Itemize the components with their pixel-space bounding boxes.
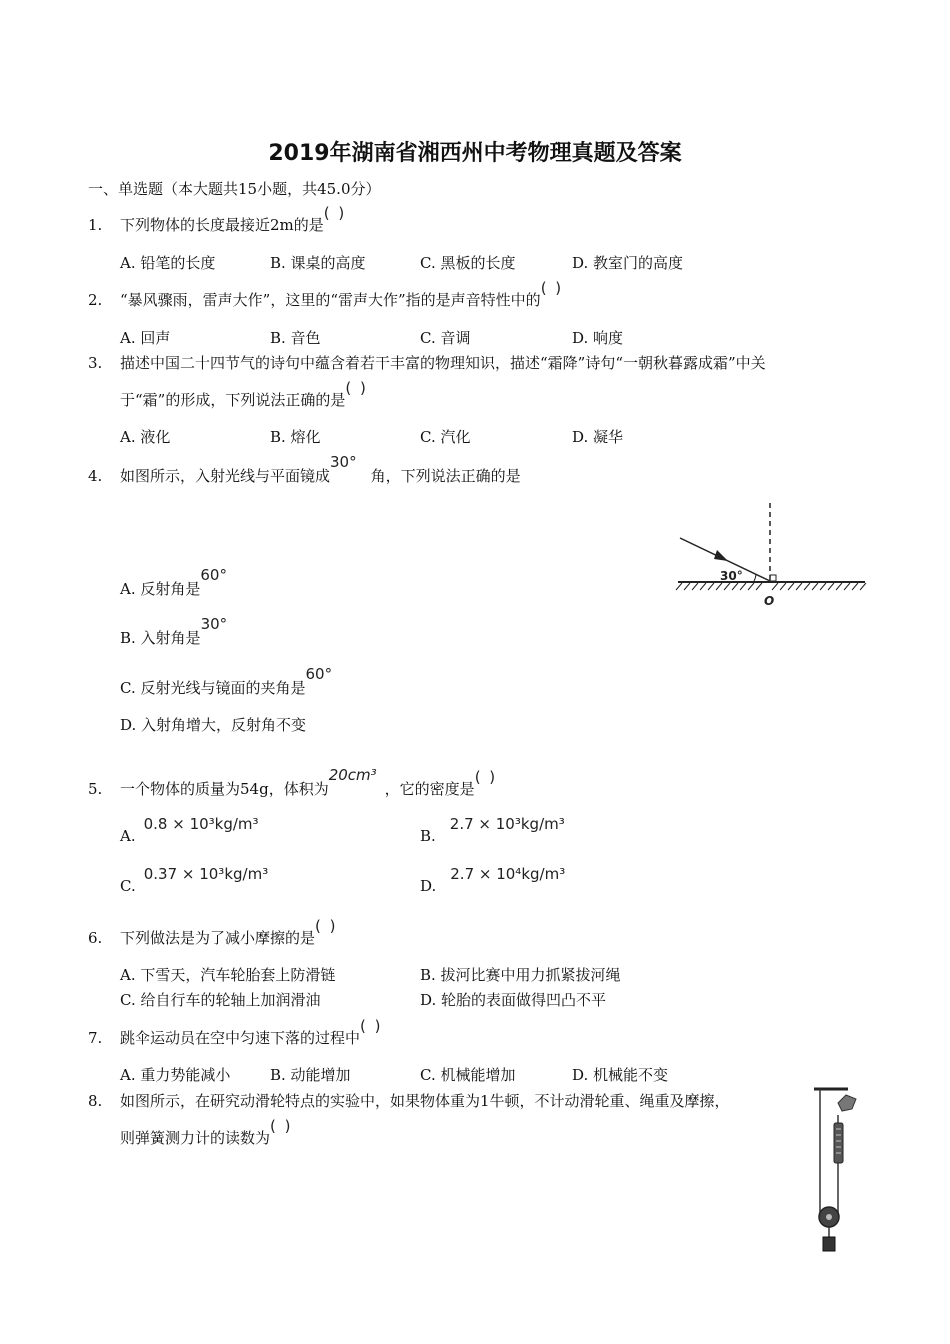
page-title: 2019年湖南省湘西州中考物理真题及答案 (268, 141, 682, 166)
q6-option-b: B. 拔河比赛中用力抓紧拔河绳 (420, 966, 621, 984)
angle-value: 30° (330, 453, 357, 471)
question-number: 8. (88, 1092, 103, 1110)
ray-arrow-icon (714, 550, 728, 561)
angle-arc (754, 574, 756, 581)
question-text-line2: 于“霜”的形成，下列说法正确的是 (120, 391, 346, 409)
q1-option-a: A. 铅笔的长度 (120, 254, 216, 272)
q6-option-c: C. 给自行车的轮轴上加润滑油 (120, 991, 321, 1009)
mirror-hatching (676, 583, 866, 590)
option-text: C. 反射光线与镜面的夹角是 (120, 679, 306, 697)
question-1 (88, 204, 347, 235)
q7-option-c: C. 机械能增加 (420, 1066, 516, 1084)
question-3-line2 (120, 379, 368, 410)
question-8-line2 (120, 1117, 293, 1148)
question-8 (88, 1090, 730, 1111)
q2-option-c: C. 音调 (420, 329, 471, 347)
option-formula: 0.8 × 10³kg/m³ (143, 815, 259, 833)
option-value: 60° (305, 665, 333, 683)
q3-option-c: C. 汽化 (420, 428, 471, 446)
mirror-reflection-figure (670, 495, 870, 610)
q7-option-b: B. 动能增加 (270, 1066, 351, 1084)
angle-label: 30° (720, 569, 743, 583)
option-text: A. 反射角是 (120, 580, 201, 598)
q5-option-c (120, 865, 269, 895)
answer-blank: ( ) (360, 1017, 383, 1035)
question-number: 1. (88, 216, 103, 234)
q2-option-b: B. 音色 (270, 329, 321, 347)
question-5 (88, 766, 498, 799)
question-text-line2: 则弹簧测力计的读数为 (120, 1129, 271, 1147)
answer-blank: ( ) (270, 1117, 293, 1135)
q1-option-d: D. 教室门的高度 (572, 254, 684, 272)
question-text-cont: 角，下列说法正确的是 (370, 467, 521, 485)
volume-value: 20cm³ (328, 766, 377, 784)
question-7 (88, 1017, 383, 1048)
point-o-label: O (764, 594, 775, 608)
question-text: 下列物体的长度最接近2m的是 (120, 216, 324, 234)
pulley-figure (812, 1085, 870, 1255)
question-number: 3. (88, 354, 103, 372)
option-text: D. 入射角增大，反射角不变 (120, 716, 307, 734)
option-letter: B. (420, 827, 436, 845)
option-letter: D. (420, 877, 437, 895)
q1-option-c: C. 黑板的长度 (420, 254, 516, 272)
question-number: 6. (88, 929, 103, 947)
q6-option-a: A. 下雪天，汽车轮胎套上防滑链 (120, 966, 336, 984)
option-formula: 2.7 × 10⁴kg/m³ (450, 865, 566, 883)
answer-blank: ( ) (474, 768, 498, 786)
answer-blank: ( ) (345, 379, 368, 397)
question-text: 如图所示，入射光线与平面镜成 (120, 467, 331, 485)
option-value: 30° (200, 615, 228, 633)
option-formula: 0.37 × 10³kg/m³ (143, 865, 269, 883)
question-text: 下列做法是为了减小摩擦的是 (120, 929, 316, 947)
question-text-cont: ，它的密度是 (384, 780, 475, 798)
question-text-line1: 如图所示，在研究动滑轮特点的实验中，如果物体重为1牛顿，不计动滑轮重、绳重及摩擦， (120, 1092, 730, 1110)
hand-icon (838, 1095, 856, 1111)
question-4 (88, 453, 521, 486)
q3-option-d: D. 凝华 (572, 428, 624, 446)
right-angle-mark (770, 575, 776, 581)
q5-option-b (420, 815, 565, 845)
q2-option-d: D. 响度 (572, 329, 624, 347)
question-number: 4. (88, 467, 103, 485)
q3-option-b: B. 熔化 (270, 428, 321, 446)
option-text: B. 入射角是 (120, 629, 201, 647)
question-number: 2. (88, 291, 103, 309)
question-text: 跳伞运动员在空中匀速下落的过程中 (120, 1029, 361, 1047)
question-number: 5. (88, 780, 103, 798)
q7-option-a: A. 重力势能减小 (120, 1066, 231, 1084)
q7-option-d: D. 机械能不变 (572, 1066, 669, 1084)
question-2 (88, 279, 564, 310)
q4-option-c (120, 665, 333, 698)
question-text: “暴风骤雨，雷声大作”，这里的“雷声大作”指的是声音特性中的 (120, 291, 541, 309)
option-formula: 2.7 × 10³kg/m³ (449, 815, 565, 833)
answer-blank: ( ) (323, 204, 347, 222)
answer-blank: ( ) (540, 279, 564, 297)
answer-blank: ( ) (315, 917, 338, 935)
q6-option-d: D. 轮胎的表面做得凹凸不平 (420, 991, 607, 1009)
q3-option-a: A. 液化 (120, 428, 171, 446)
q5-option-a (120, 815, 259, 845)
question-text-line1: 描述中国二十四节气的诗句中蕴含着若干丰富的物理知识，描述“霜降”诗句“一朝秋暮露成霜”中关 (120, 354, 766, 372)
option-value: 60° (200, 566, 227, 584)
q5-option-d (420, 865, 566, 895)
q1-option-b: B. 课桌的高度 (270, 254, 366, 272)
question-text: 一个物体的质量为54g，体积为 (120, 780, 329, 798)
q4-option-d (120, 714, 306, 735)
option-letter: C. (120, 877, 136, 895)
q4-option-b (120, 615, 228, 648)
section-heading: 一、单选题（本大题共15小题，共45.0分） (88, 180, 381, 198)
question-3 (88, 352, 766, 373)
option-letter: A. (120, 827, 136, 845)
q4-option-a (120, 566, 227, 599)
q2-option-a: A. 回声 (120, 329, 171, 347)
question-number: 7. (88, 1029, 103, 1047)
pulley-axle (826, 1214, 832, 1220)
weight-block-icon (823, 1237, 835, 1251)
question-6 (88, 917, 338, 948)
